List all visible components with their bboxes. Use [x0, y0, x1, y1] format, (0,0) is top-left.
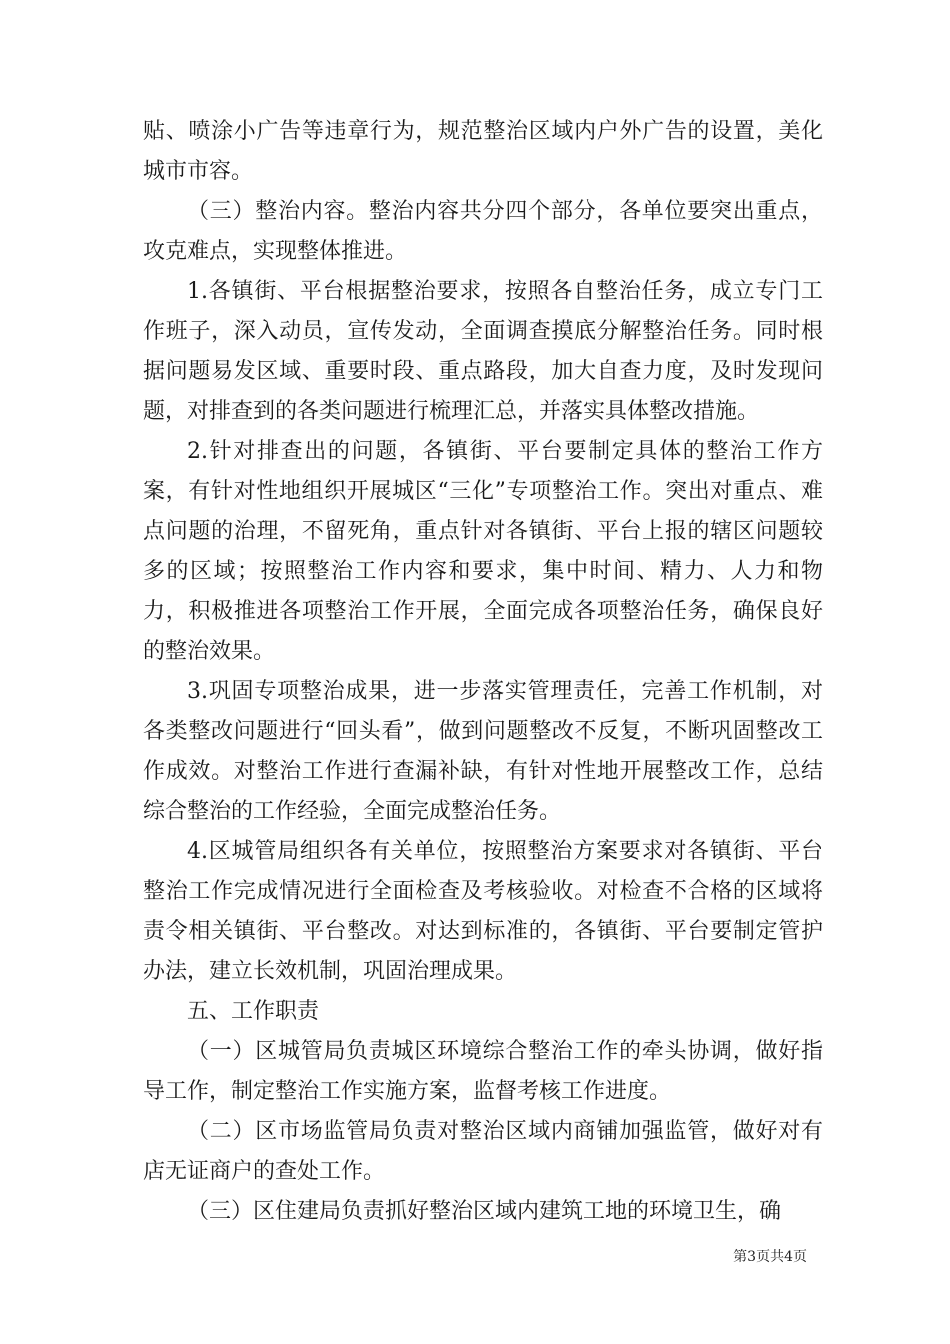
paragraph-continuation: 贴、喷涂小广告等违章行为，规范整治区域内户外广告的设置，美化城市市容。	[143, 119, 823, 184]
paragraph-item-2: 2.针对排查出的问题，各镇街、平台要制定具体的整治工作方案，有针对性地组织开展城区“三化”专项整治工作。突出对重点、难点问题的治理，不留死角，重点针对各镇街、平台上报的辖区问题较多的区域；按照整治工作内容和要求，集中时间、精力、人力和物力，积极推进各项整治工作开展，全面完成各项整治任务，确保良好的整治效果。	[143, 439, 823, 664]
paragraph-duty-3: （三）区住建局负责抓好整治区域内建筑工地的环境卫生，确	[187, 1199, 782, 1224]
document-body	[143, 112, 823, 1232]
paragraph-section-content: （三）整治内容。整治内容共分四个部分，各单位要突出重点，攻克难点，实现整体推进。	[143, 199, 823, 264]
paragraph-item-4: 4.区城管局组织各有关单位，按照整治方案要求对各镇街、平台整治工作完成情况进行全面检查及考核验收。对检查不合格的区域将责令相关镇街、平台整改。对达到标准的，各镇街、平台要制定管护办法，建立长效机制，巩固治理成果。	[143, 839, 823, 984]
section-heading-duties: 五、工作职责	[187, 999, 320, 1024]
page-number: 第3页共4页	[733, 1249, 807, 1265]
paragraph-duty-1: （一）区城管局负责城区环境综合整治工作的牵头协调，做好指导工作，制定整治工作实施方案，监督考核工作进度。	[143, 1039, 823, 1104]
paragraph-item-1: 1.各镇街、平台根据整治要求，按照各自整治任务，成立专门工作班子，深入动员，宣传发动，全面调查摸底分解整治任务。同时根据问题易发区域、重要时段、重点路段，加大自查力度，及时发现问题，对排查到的各类问题进行梳理汇总，并落实具体整改措施。	[143, 279, 823, 424]
paragraph-item-3: 3.巩固专项整治成果，进一步落实管理责任，完善工作机制，对各类整改问题进行“回头看”，做到问题整改不反复，不断巩固整改工作成效。对整治工作进行查漏补缺，有针对性地开展整改工作，总结综合整治的工作经验，全面完成整治任务。	[143, 679, 823, 824]
paragraph-duty-2: （二）区市场监管局负责对整治区域内商铺加强监管，做好对有店无证商户的查处工作。	[143, 1119, 823, 1184]
